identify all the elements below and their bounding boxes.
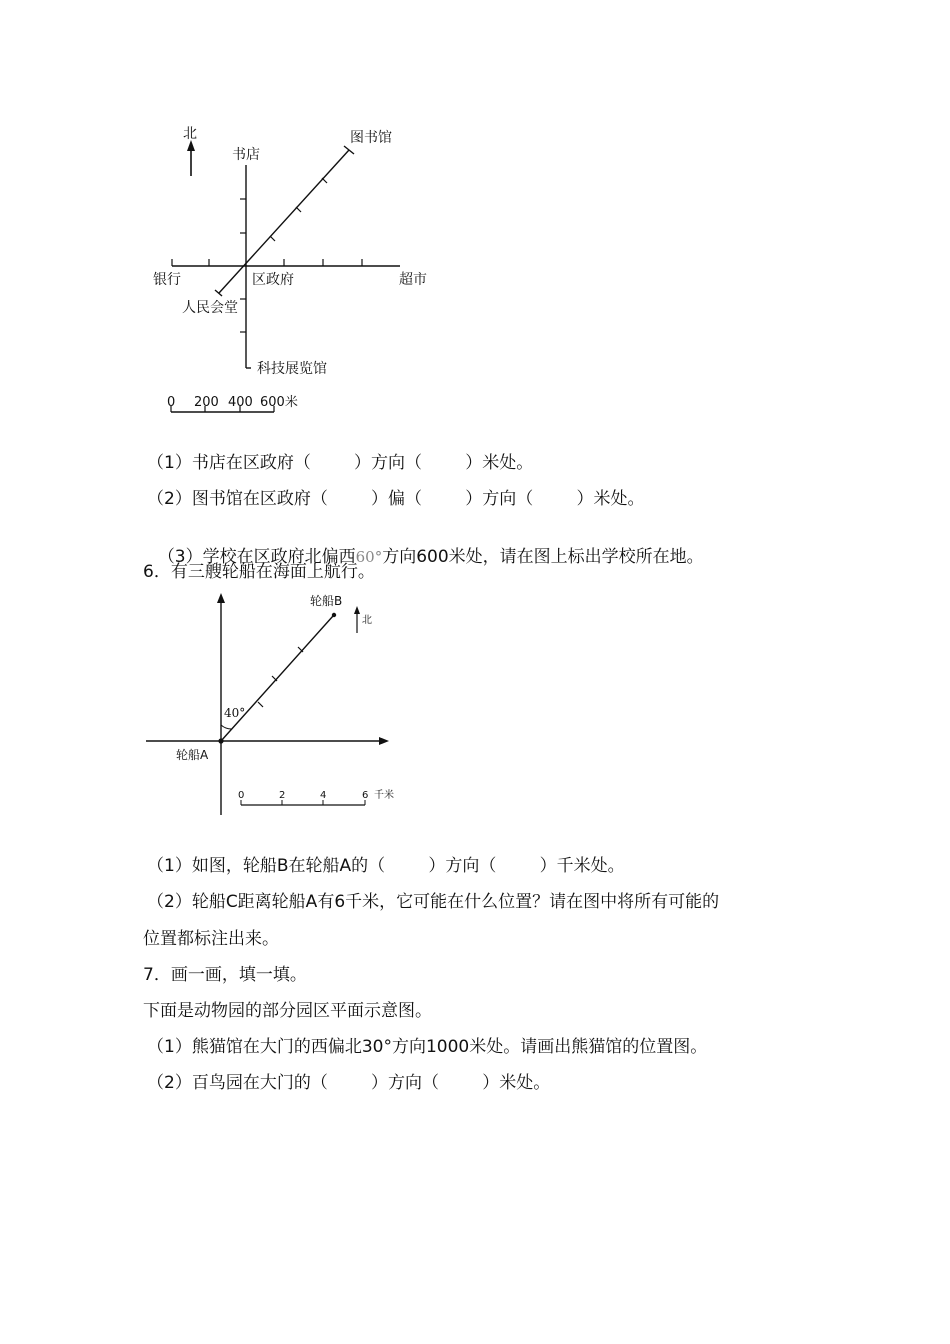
map1-north-label: 北 xyxy=(183,126,197,142)
ship-vertical-arrow-icon xyxy=(217,593,225,603)
q5-line-3-before: （3）学校在区政府北偏西 xyxy=(157,547,356,567)
ship-scale-4: 4 xyxy=(320,790,327,801)
map1-library-end-cap xyxy=(344,146,354,154)
q5-line-2: （2）图书馆在区政府（ ）偏（ ）方向（ ）米处。 xyxy=(147,489,645,509)
q6-title: 6．有三艘轮船在海面上航行。 xyxy=(143,562,375,582)
q7-line-2: （2）百鸟园在大门的（ ）方向（ ）米处。 xyxy=(147,1073,551,1093)
q7-title: 7．画一画，填一填。 xyxy=(143,965,307,985)
town-map-diagram xyxy=(0,0,950,440)
ship-b-point xyxy=(332,613,336,617)
map1-supermarket-label: 超市 xyxy=(399,272,427,288)
map1-bookstore-label: 书店 xyxy=(232,147,260,163)
q5-line-1: （1）书店在区政府（ ）方向（ ）米处。 xyxy=(147,453,534,473)
map1-scale-600: 600米 xyxy=(260,395,298,410)
ship-scale-2: 2 xyxy=(279,790,286,801)
map1-scale-0: 0 xyxy=(167,395,176,410)
map1-scale-400: 400 xyxy=(228,395,253,410)
map1-hall-label: 人民会堂 xyxy=(182,300,238,316)
ship-b-line xyxy=(221,616,333,741)
ship-angle-arc xyxy=(221,725,232,729)
q6-line-2: （2）轮船C距离轮船A有6千米，它可能在什么位置？请在图中将所有可能的 xyxy=(147,892,720,912)
ship-scale-0: 0 xyxy=(238,790,245,801)
q7-intro: 下面是动物园的部分园区平面示意图。 xyxy=(143,1001,432,1021)
q6-line-3: 位置都标注出来。 xyxy=(143,929,279,949)
ship-scale-bar xyxy=(238,788,394,805)
map1-scale-200: 200 xyxy=(194,395,219,410)
map1-library-label: 图书馆 xyxy=(350,130,392,146)
ship-horizontal-arrow-icon xyxy=(379,737,389,745)
ship-north-arrowhead-icon xyxy=(354,606,360,614)
q5-line-3-after: 方向600米处，请在图上标出学校所在地。 xyxy=(382,547,704,567)
ship-scale-6: 6 xyxy=(362,790,369,801)
ship-angle-label: 40° xyxy=(224,706,246,720)
ship-a-label: 轮船A xyxy=(176,748,209,762)
ship-a-point xyxy=(218,738,223,743)
ship-north-label: 北 xyxy=(362,615,372,626)
map1-bank-label: 银行 xyxy=(153,272,181,288)
map1-diagonal-ticks xyxy=(270,178,327,241)
map1-scale-bar xyxy=(167,394,298,412)
q7-line-1: （1）熊猫馆在大门的西偏北30°方向1000米处。请画出熊猫馆的位置图。 xyxy=(147,1037,708,1057)
map1-horizontal-ticks xyxy=(172,259,362,266)
q6-line-1: （1）如图，轮船B在轮船A的（ ）方向（ ）千米处。 xyxy=(147,856,625,876)
ship-diagram xyxy=(0,585,950,825)
map1-museum-label: 科技展览馆 xyxy=(257,361,327,377)
ship-scale-unit: 千米 xyxy=(374,790,394,801)
q5-line-3-angle: 60° xyxy=(355,548,383,566)
ship-b-label: 轮船B xyxy=(310,594,343,608)
map1-government-label: 区政府 xyxy=(252,272,294,288)
